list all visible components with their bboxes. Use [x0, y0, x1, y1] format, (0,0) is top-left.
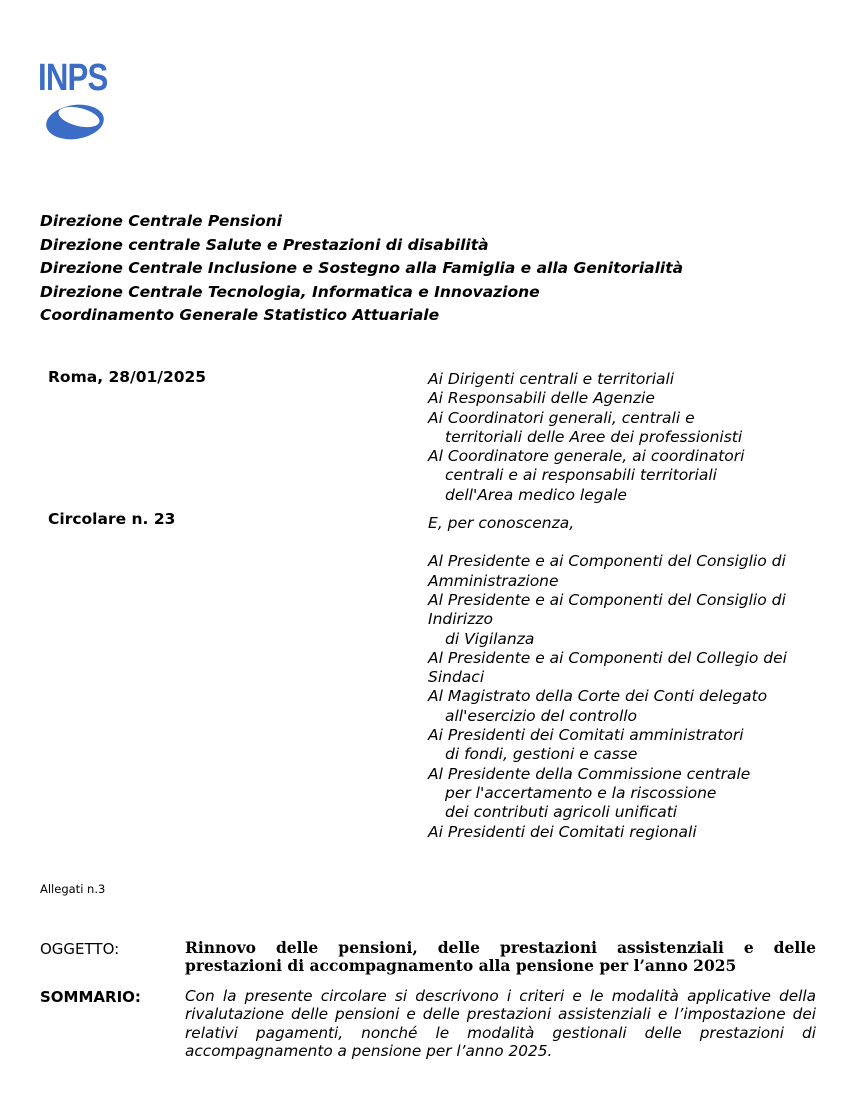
subject-label: OGGETTO: [40, 940, 120, 958]
per-conoscenza: E, per conoscenza, [428, 514, 575, 533]
cc-recipient-line: Al Presidente e ai Componenti del Consiglio di [428, 590, 786, 609]
cc-recipient-line: di fondi, gestioni e casse [445, 745, 638, 764]
inps-logo-text: INPS [38, 57, 108, 99]
cc-recipient-line: Al Presidente e ai Componenti del Collegio dei [428, 648, 787, 667]
directorate-line: Direzione centrale Salute e Prestazioni di disabilità [40, 235, 489, 254]
issuing-directorates [40, 210, 683, 328]
recipient-line: Ai Coordinatori generali, centrali e [428, 408, 695, 427]
cc-recipient-line: Ai Presidenti dei Comitati amministratori [428, 726, 744, 745]
recipient-line: centrali e ai responsabili territoriali [445, 466, 717, 485]
cc-recipient-line: Al Presidente della Commissione centrale [428, 764, 751, 783]
recipient-line: dell'Area medico legale [445, 485, 627, 504]
inps-logo [38, 58, 110, 142]
recipient-line: Ai Responsabili delle Agenzie [428, 389, 655, 408]
summary-text: Con la presente circolare si descrivono i criteri e le modalità applicative della rivalutazione delle pensioni e delle prestazioni assistenziali e l’impostazione dei relativi pagamenti, nonché le modalità gestionali delle prestazioni di accompagnamento a pensione per l’anno 2025. [185, 987, 816, 1060]
summary-label: SOMMARIO: [40, 988, 141, 1006]
directorate-line: Direzione Centrale Pensioni [40, 212, 282, 230]
cc-recipient-line: Ai Presidenti dei Comitati regionali [428, 822, 697, 841]
directorate-line: Direzione Centrale Inclusione e Sostegno alla Famiglia e alla Genitorialità [40, 259, 684, 277]
recipient-line: territoriali delle Aree dei professionisti [445, 427, 743, 446]
cc-recipient-line: Al Presidente e ai Componenti del Consiglio di [428, 552, 786, 571]
subject-text: Rinnovo delle pensioni, delle prestazioni assistenziali e delle prestazioni di accompagnamento alla pensione per l’anno 2025 [185, 938, 816, 975]
inps-swoosh-icon [44, 102, 106, 142]
recipients-list [428, 370, 828, 842]
cc-recipient-line: Sindaci [428, 668, 485, 687]
recipient-line: Ai Dirigenti centrali e territoriali [428, 370, 675, 388]
cc-recipient-line: Al Magistrato della Corte dei Conti delegato [428, 687, 768, 706]
directorate-line: Direzione Centrale Tecnologia, Informatica e Innovazione [40, 282, 540, 301]
directorate-line: Coordinamento Generale Statistico Attuariale [40, 306, 440, 324]
cc-recipient-line: di Vigilanza [445, 629, 535, 648]
cc-recipient-line: Amministrazione [428, 571, 559, 590]
recipient-line: Al Coordinatore generale, ai coordinatori [428, 447, 745, 466]
cc-recipient-line: dei contributi agricoli unificati [445, 803, 678, 822]
cc-recipient-line: all'esercizio del controllo [445, 706, 638, 725]
cc-recipient-line: Indirizzo [428, 610, 493, 629]
place-date: Roma, 28/01/2025 [48, 368, 207, 386]
attachments-count: Allegati n.3 [40, 882, 106, 896]
circular-number: Circolare n. 23 [48, 510, 176, 528]
cc-recipient-line: per l'accertamento e la riscossione [445, 783, 717, 802]
